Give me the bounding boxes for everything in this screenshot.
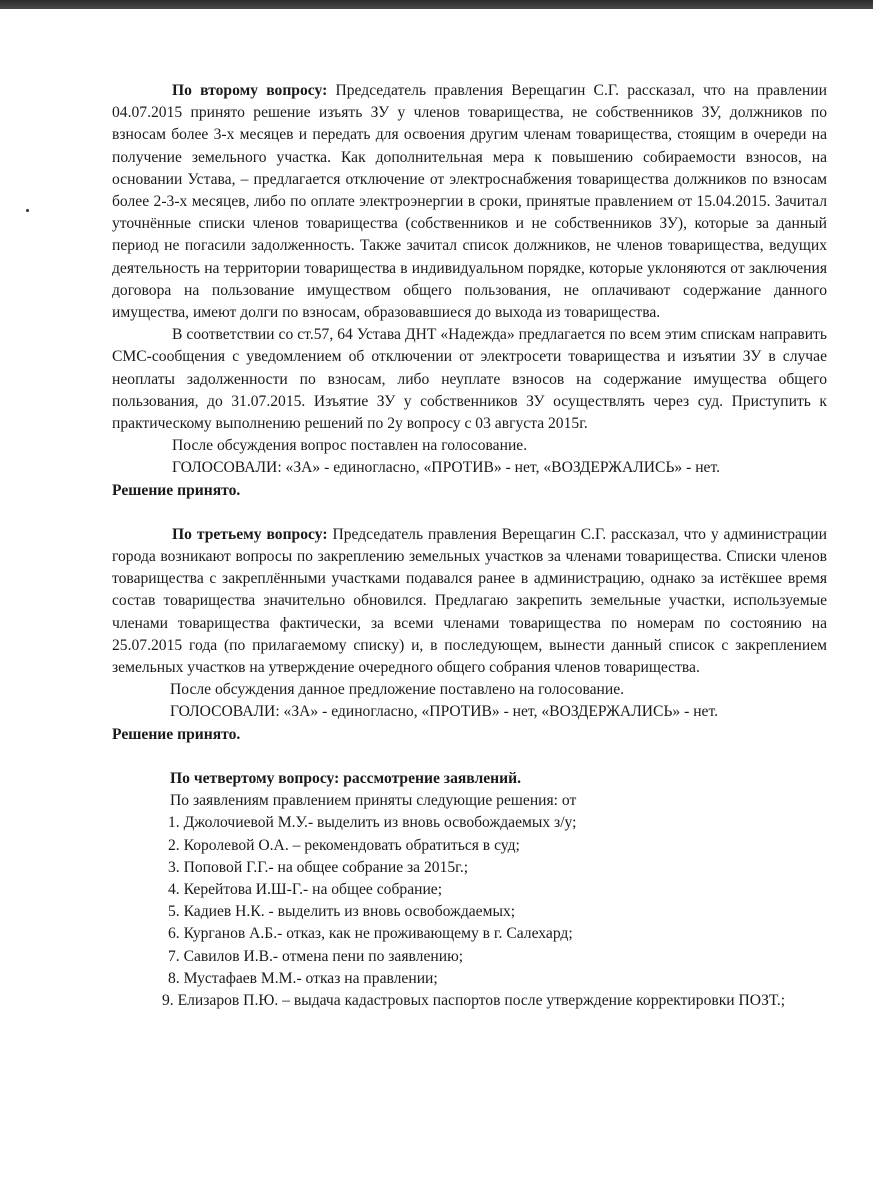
scan-speck [26, 209, 29, 212]
q2-text: Председатель правления Верещагин С.Г. рассказал, что на правлении 04.07.2015 принято решение изъять ЗУ у членов товарищества, не собственников ЗУ, должников по взносам более 3-х месяцев и передать для освоения другим членам товарищества, стоящим в очереди на получение земельного участка. Как дополнительная мера к повышению собираемости взносов, на основании Устава, – предлагается отключение от электроснабжения товарищества должников по взносам более 2-3-х месяцев, либо по оплате электроэнергии в сроки, принятые правлением от 15.04.2015. Зачитал уточнённые списки членов товарищества (собственников и не собственников ЗУ), которые за данный период не погасили задолженность. Также зачитал список должников, не членов товарищества, ведущих деятельность на территории товарищества в индивидуальном порядке, которые уклоняются от заключения договора на пользование имуществом общего пользования, не оплачивают содержание данного имущества, имеют долги по взносам, образовавшиеся до выхода из товарищества. [112, 82, 827, 322]
list-item: 1. Джолочиевой М.У.- выделить из вновь освобождаемых з/у; [168, 814, 577, 832]
section-gap [112, 746, 827, 768]
list-item: 4. Керейтова И.Ш-Г.- на общее собрание; [168, 880, 443, 898]
list-item: 2. Королевой О.А. – рекомендовать обратиться в суд; [168, 836, 520, 854]
q2-vote: ГОЛОСОВАЛИ: «ЗА» - единогласно, «ПРОТИВ» - нет, «ВОЗДЕРЖАЛИСЬ» - нет. [172, 459, 720, 477]
q3-text: Председатель правления Верещагин С.Г. рассказал, что у администрации города возникают вопросы по закреплению земельных участков за членами товарищества. Списки членов товарищества с закреплёнными участками подавался ранее в администрацию, однако за истёкшее время состав товарищества значительно обновился. Предлагаю закрепить земельные участки, используемые членами товарищества фактически, за всеми членами товарищества по номерам по состоянию на 25.07.2015 года (по прилагаемому списку) и, в последующем, вынести данный список с закреплением земельных участков на утверждение очередного общего собрания членов товарищества. [112, 525, 827, 677]
document-page [112, 80, 827, 1012]
section-gap [112, 502, 827, 524]
list-item: 9. Елизаров П.Ю. – выдача кадастровых паспортов после утверждение корректировки ПОЗТ.; [162, 991, 786, 1009]
q3-discussion: После обсуждения данное предложение поставлено на голосование. [170, 681, 625, 699]
q3-heading: По третьему вопросу: [172, 525, 328, 543]
q3-paragraph [112, 524, 827, 679]
list-item: 7. Савилов И.В.- отмена пени по заявлению; [168, 947, 464, 965]
q2-heading: По второму вопросу: [172, 82, 328, 99]
q4-heading: По четвертому вопросу: рассмотрение заявлений. [170, 769, 522, 787]
list-item: 3. Поповой Г.Г.- на общее собрание за 2015г.; [168, 858, 469, 876]
list-item: 6. Курганов А.Б.- отказ, как не проживающему в г. Салехард; [168, 925, 573, 943]
list-item: 5. Кадиев Н.К. - выделить из вновь освобождаемых; [168, 903, 516, 921]
q2-paragraph [112, 80, 827, 324]
q3-vote: ГОЛОСОВАЛИ: «ЗА» - единогласно, «ПРОТИВ» - нет, «ВОЗДЕРЖАЛИСЬ» - нет. [170, 703, 718, 721]
scan-edge [0, 0, 873, 9]
q4-intro: По заявлениям правлением приняты следующие решения: от [170, 792, 577, 810]
q2-proposal: В соответствии со ст.57, 64 Устава ДНТ «Надежда» предлагается по всем этим спискам направить СМС-сообщения с уведомлением об отключении от электросети товарищества и изъятии ЗУ в случае неоплаты задолженности по взносам, либо неуплате взносов на содержание имущества общего пользования, до 31.07.2015. Изъятие ЗУ у собственников ЗУ осуществлять через суд. Приступить к практическому выполнению решений по 2у вопросу с 03 августа 2015г. [112, 326, 827, 433]
q3-decision: Решение принято. [112, 725, 241, 743]
q2-discussion: После обсуждения вопрос поставлен на голосование. [172, 437, 528, 455]
list-item: 8. Мустафаев М.М.- отказ на правлении; [168, 969, 438, 987]
q2-decision: Решение принято. [112, 481, 241, 499]
